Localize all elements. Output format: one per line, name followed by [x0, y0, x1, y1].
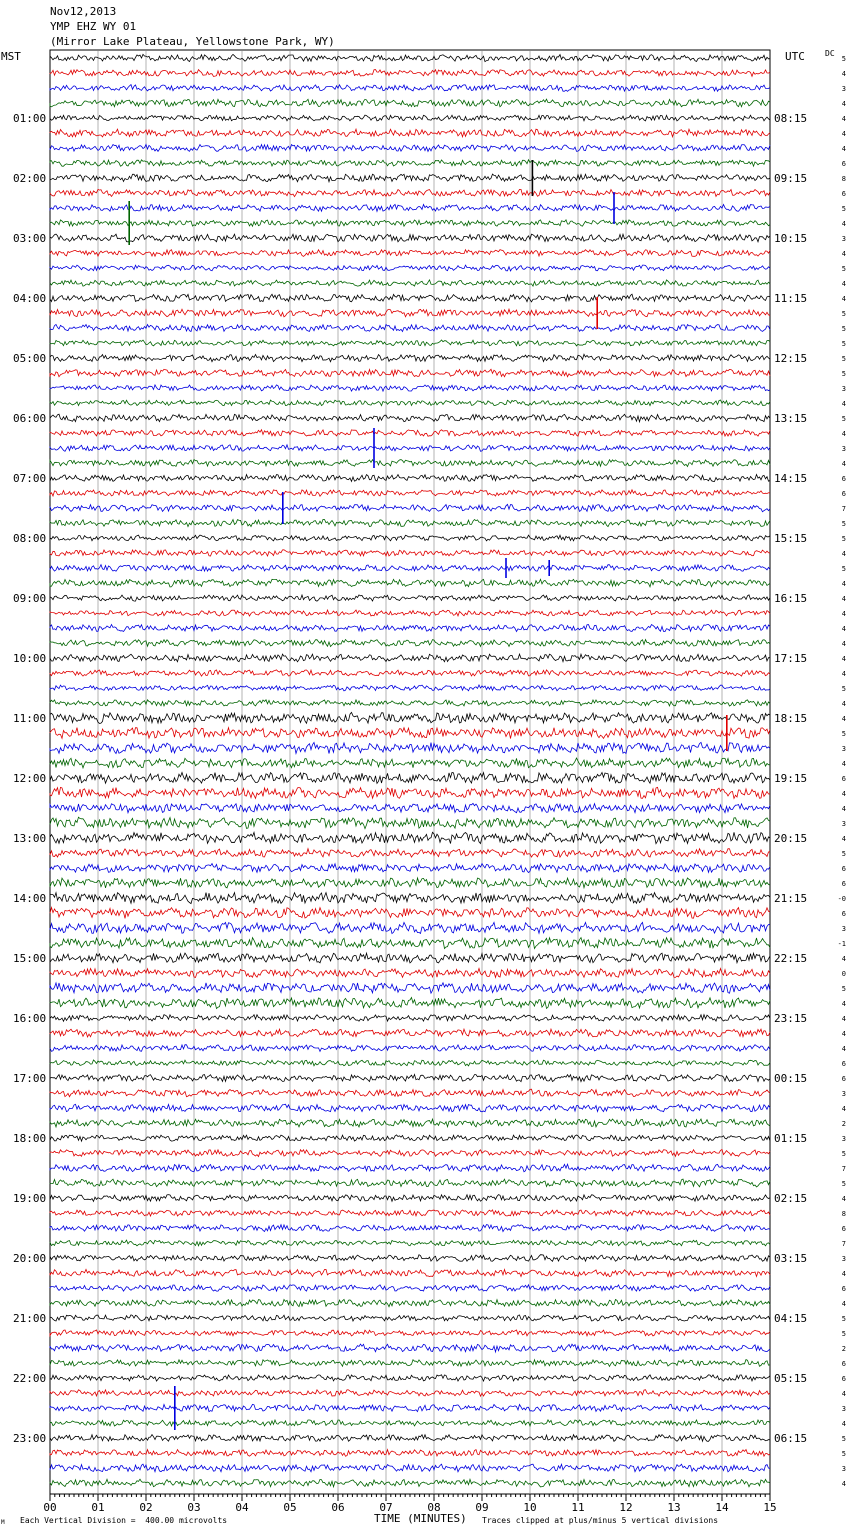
dc-offset-value: 4: [841, 670, 846, 678]
dc-offset-value: 4: [841, 640, 846, 648]
trace-row: [50, 1255, 770, 1262]
trace-row: [50, 1060, 770, 1066]
trace-row: [50, 354, 770, 361]
trace-row: [50, 205, 770, 212]
trace-row: [50, 445, 770, 452]
dc-offset-value: 6: [841, 1075, 846, 1083]
left-hour-label: 12:00: [13, 772, 47, 785]
trace-row: [50, 309, 770, 317]
trace-row: [50, 878, 770, 888]
x-axis-label: TIME (MINUTES): [374, 1512, 467, 1525]
plot-date: Nov12,2013: [50, 5, 117, 18]
dc-offset-value: 3: [841, 235, 846, 243]
trace-row: [50, 369, 770, 376]
left-hour-label: 05:00: [13, 352, 47, 365]
dc-offset-value: 4: [841, 1420, 846, 1428]
x-tick-label: 05: [283, 1501, 297, 1514]
dc-offset-value: 4: [841, 430, 846, 438]
x-tick-label: 08: [427, 1501, 441, 1514]
dc-offset-value: 4: [841, 1030, 846, 1038]
dc-offset-value: 3: [841, 1135, 846, 1143]
dc-offset-value: 4: [841, 280, 846, 288]
left-hour-label: 14:00: [13, 892, 47, 905]
x-tick-label: 14: [715, 1501, 729, 1514]
trace-row: [50, 998, 770, 1009]
trace-row: [50, 460, 770, 467]
trace-row: [50, 70, 770, 77]
dc-offset-value: 5: [841, 1450, 846, 1458]
dc-offset-value: 4: [841, 700, 846, 708]
trace-row: [50, 565, 770, 572]
dc-offset-value: 7: [841, 1165, 846, 1173]
dc-offset-value: 6: [841, 475, 846, 483]
dc-offset-value: 4: [841, 1300, 846, 1308]
trace-row: [50, 864, 770, 873]
trace-row: [50, 1420, 770, 1426]
x-tick-label: 00: [43, 1501, 57, 1514]
trace-row: [50, 1464, 770, 1472]
trace-row: [50, 1210, 770, 1216]
dc-offset-value: 4: [841, 790, 846, 798]
dc-offset-value: 4: [841, 130, 846, 138]
dc-offset-value: 3: [841, 745, 846, 753]
trace-row: [50, 1074, 770, 1081]
trace-row: [50, 1285, 770, 1291]
trace-row: [50, 773, 770, 784]
trace-row: [50, 145, 770, 152]
dc-offset-value: 4: [841, 1195, 846, 1203]
trace-row: [50, 893, 770, 904]
dc-offset-value: 4: [841, 595, 846, 603]
trace-row: [50, 400, 770, 406]
dc-offset-value: 6: [841, 1285, 846, 1293]
trace-row: [50, 325, 770, 332]
trace-row: [50, 938, 770, 949]
trace-row: [50, 220, 770, 227]
trace-row: [50, 1195, 770, 1202]
dc-offset-value: 4: [841, 400, 846, 408]
dc-offset-value: 3: [841, 385, 846, 393]
right-hour-label: 18:15: [774, 712, 808, 725]
x-tick-label: 07: [379, 1501, 393, 1514]
dc-offset-value: 8: [841, 1210, 846, 1218]
right-hour-label: 08:15: [774, 112, 808, 125]
trace-row: [50, 712, 770, 723]
left-hour-label: 02:00: [13, 172, 47, 185]
trace-row: [50, 265, 770, 271]
dc-offset-value: 3: [841, 925, 846, 933]
trace-row: [50, 922, 770, 933]
dc-offset-value: 5: [841, 205, 846, 213]
right-hour-label: 00:15: [774, 1072, 808, 1085]
left-hour-label: 13:00: [13, 832, 47, 845]
trace-row: [50, 475, 770, 482]
trace-row: [50, 832, 770, 843]
dc-offset-value: 4: [841, 1000, 846, 1008]
left-hour-label: 09:00: [13, 592, 47, 605]
x-tick-label: 11: [571, 1501, 585, 1514]
dc-offset-value: 0: [841, 970, 846, 978]
trace-row: [50, 535, 770, 541]
dc-offset-value: 5: [841, 685, 846, 693]
trace-row: [50, 803, 770, 812]
trace-row: [50, 849, 770, 858]
trace-row: [50, 969, 770, 978]
trace-row: [50, 579, 770, 587]
trace-row: [50, 234, 770, 242]
dc-offset-value: 5: [841, 1180, 846, 1188]
dc-offset-value: 5: [841, 985, 846, 993]
trace-row: [50, 1179, 770, 1187]
left-hour-label: 19:00: [13, 1192, 47, 1205]
trace-row: [50, 728, 770, 739]
dc-offset-value: 4: [841, 955, 846, 963]
trace-row: [50, 685, 770, 691]
trace-row: [50, 610, 770, 616]
dc-offset-value: 6: [841, 1225, 846, 1233]
dc-offset-value: 5: [841, 1330, 846, 1338]
dc-offset-value: 5: [841, 370, 846, 378]
trace-row: [50, 787, 770, 798]
dc-offset-value: 4: [841, 835, 846, 843]
trace-row: [50, 1045, 770, 1052]
dc-offset-value: 5: [841, 535, 846, 543]
dc-offset-value: 8: [841, 175, 846, 183]
trace-row: [50, 742, 770, 753]
trace-row: [50, 1119, 770, 1127]
dc-offset-value: 4: [841, 1270, 846, 1278]
trace-row: [50, 700, 770, 706]
trace-row: [50, 595, 770, 601]
left-hour-label: 01:00: [13, 112, 47, 125]
right-hour-label: 04:15: [774, 1312, 808, 1325]
right-hour-label: 21:15: [774, 892, 808, 905]
trace-row: [50, 385, 770, 391]
left-hour-label: 15:00: [13, 952, 47, 965]
dc-offset-value: 5: [841, 55, 846, 63]
trace-row: [50, 1089, 770, 1097]
trace-row: [50, 1015, 770, 1022]
dc-offset-value: 5: [841, 1315, 846, 1323]
trace-row: [50, 983, 770, 993]
right-hour-label: 17:15: [774, 652, 808, 665]
dc-offset-value: 4: [841, 100, 846, 108]
trace-row: [50, 550, 770, 556]
dc-offset-value: 7: [841, 505, 846, 513]
dc-offset-value: 5: [841, 520, 846, 528]
dc-offset-value: 5: [841, 415, 846, 423]
left-hour-label: 16:00: [13, 1012, 47, 1025]
station-code: YMP EHZ WY 01: [50, 20, 137, 33]
trace-row: [50, 1375, 770, 1381]
trace-row: [50, 129, 770, 137]
station-location: (Mirror Lake Plateau, Yellowstone Park, WY): [50, 35, 335, 48]
trace-row: [50, 1315, 770, 1321]
dc-offset-value: 5: [841, 850, 846, 858]
right-hour-label: 10:15: [774, 232, 808, 245]
dc-offset-value: 3: [841, 1405, 846, 1413]
dc-offset-value: 3: [841, 1465, 846, 1473]
trace-row: [50, 758, 770, 768]
trace-row: [50, 430, 770, 437]
right-hour-label: 05:15: [774, 1372, 808, 1385]
dc-offset-value: 4: [841, 580, 846, 588]
dc-offset-value: 2: [841, 1120, 846, 1128]
dc-offset-value: 4: [841, 805, 846, 813]
right-hour-label: 13:15: [774, 412, 808, 425]
trace-row: [50, 414, 770, 422]
trace-row: [50, 1104, 770, 1112]
trace-row: [50, 817, 770, 828]
left-timezone-label: MST: [1, 50, 21, 63]
left-hour-label: 03:00: [13, 232, 47, 245]
dc-offset-value: 4: [841, 1045, 846, 1053]
dc-offset-value: 2: [841, 1345, 846, 1353]
trace-row: [50, 1344, 770, 1352]
dc-offset-value: 4: [841, 1480, 846, 1488]
dc-offset-value: 4: [841, 610, 846, 618]
left-hour-label: 06:00: [13, 412, 47, 425]
right-hour-label: 15:15: [774, 532, 808, 545]
trace-row: [50, 1029, 770, 1037]
dc-offset-value: 5: [841, 565, 846, 573]
dc-offset-value: 5: [841, 1150, 846, 1158]
dc-offset-value: 3: [841, 820, 846, 828]
trace-row: [50, 1479, 770, 1487]
right-hour-label: 12:15: [774, 352, 808, 365]
x-tick-label: 13: [667, 1501, 681, 1514]
trace-row: [50, 54, 770, 61]
dc-offset-value: 3: [841, 85, 846, 93]
trace-row: [50, 519, 770, 526]
dc-offset-value: 5: [841, 730, 846, 738]
trace-row: [50, 670, 770, 676]
trace-row: [50, 1269, 770, 1276]
right-hour-label: 22:15: [774, 952, 808, 965]
dc-offset-value: -1: [837, 940, 846, 948]
dc-offset-value: 4: [841, 220, 846, 228]
trace-row: [50, 1164, 770, 1172]
trace-row: [50, 160, 770, 167]
dc-offset-value: 6: [841, 1060, 846, 1068]
trace-row: [50, 1299, 770, 1306]
right-hour-label: 23:15: [774, 1012, 808, 1025]
trace-row: [50, 504, 770, 511]
left-hour-label: 20:00: [13, 1252, 47, 1265]
trace-row: [50, 340, 770, 346]
left-hour-label: 11:00: [13, 712, 47, 725]
right-timezone-label: UTC: [785, 50, 805, 63]
dc-offset-value: 5: [841, 340, 846, 348]
trace-row: [50, 654, 770, 662]
right-hour-label: 20:15: [774, 832, 808, 845]
right-hour-label: 19:15: [774, 772, 808, 785]
dc-offset-value: 4: [841, 70, 846, 78]
left-hour-label: 23:00: [13, 1432, 47, 1445]
dc-header: DC: [825, 49, 835, 58]
trace-row: [50, 1135, 770, 1141]
left-hour-label: 21:00: [13, 1312, 47, 1325]
dc-offset-value: 6: [841, 910, 846, 918]
trace-row: [50, 1390, 770, 1397]
right-hour-label: 01:15: [774, 1132, 808, 1145]
right-hour-label: 14:15: [774, 472, 808, 485]
dc-offset-value: 3: [841, 1090, 846, 1098]
trace-row: [50, 1435, 770, 1442]
dc-offset-value: 4: [841, 625, 846, 633]
x-tick-label: 01: [91, 1501, 105, 1514]
dc-offset-value: 5: [841, 355, 846, 363]
trace-row: [50, 99, 770, 107]
dc-offset-value: 4: [841, 760, 846, 768]
dc-offset-value: 6: [841, 490, 846, 498]
dc-offset-value: 5: [841, 1435, 846, 1443]
dc-offset-value: 6: [841, 1375, 846, 1383]
left-hour-label: 22:00: [13, 1372, 47, 1385]
trace-row: [50, 490, 770, 496]
dc-offset-value: 5: [841, 310, 846, 318]
left-hour-label: 07:00: [13, 472, 47, 485]
dc-offset-value: 4: [841, 1105, 846, 1113]
clip-note: Traces clipped at plus/minus 5 vertical divisions: [482, 1516, 719, 1525]
dc-offset-value: 6: [841, 1360, 846, 1368]
right-hour-label: 02:15: [774, 1192, 808, 1205]
trace-row: [50, 294, 770, 302]
dc-offset-value: 4: [841, 460, 846, 468]
x-tick-label: 06: [331, 1501, 345, 1514]
dc-offset-value: 5: [841, 325, 846, 333]
dc-offset-value: 6: [841, 880, 846, 888]
x-tick-label: 04: [235, 1501, 249, 1514]
left-hour-label: 04:00: [13, 292, 47, 305]
dc-offset-value: 6: [841, 190, 846, 198]
trace-row: [50, 625, 770, 632]
left-hour-label: 17:00: [13, 1072, 47, 1085]
trace-row: [50, 280, 770, 286]
x-tick-label: 09: [475, 1501, 489, 1514]
trace-row: [50, 85, 770, 92]
dc-offset-value: -0: [837, 895, 846, 903]
dc-offset-value: 4: [841, 295, 846, 303]
x-tick-label: 15: [763, 1501, 777, 1514]
trace-row: [50, 1150, 770, 1157]
right-hour-label: 09:15: [774, 172, 808, 185]
right-hour-label: 16:15: [774, 592, 808, 605]
trace-row: [50, 953, 770, 963]
dc-offset-value: 4: [841, 550, 846, 558]
dc-offset-value: 3: [841, 1255, 846, 1263]
dc-offset-value: 7: [841, 1240, 846, 1248]
x-tick-label: 03: [187, 1501, 201, 1514]
x-tick-label: 10: [523, 1501, 537, 1514]
trace-row: [50, 250, 770, 257]
dc-offset-value: 4: [841, 1015, 846, 1023]
scale-note: Each Vertical Division = 400.00 microvolts: [20, 1516, 228, 1525]
dc-offset-value: 4: [841, 250, 846, 258]
trace-row: [50, 908, 770, 919]
dc-offset-value: 4: [841, 655, 846, 663]
trace-row: [50, 640, 770, 647]
right-hour-label: 06:15: [774, 1432, 808, 1445]
x-tick-label: 12: [619, 1501, 633, 1514]
dc-offset-value: 6: [841, 775, 846, 783]
left-hour-label: 08:00: [13, 532, 47, 545]
left-hour-label: 10:00: [13, 652, 47, 665]
trace-row: [50, 1450, 770, 1457]
dc-offset-value: 5: [841, 265, 846, 273]
left-hour-label: 18:00: [13, 1132, 47, 1145]
x-tick-label: 02: [139, 1501, 153, 1514]
trace-row: [50, 1404, 770, 1411]
trace-row: [50, 115, 770, 121]
dc-offset-value: 4: [841, 145, 846, 153]
right-hour-label: 03:15: [774, 1252, 808, 1265]
right-hour-label: 11:15: [774, 292, 808, 305]
trace-row: [50, 174, 770, 182]
dc-offset-value: 4: [841, 1390, 846, 1398]
trace-row: [50, 1330, 770, 1336]
dc-offset-value: 4: [841, 715, 846, 723]
dc-offset-value: 3: [841, 445, 846, 453]
dc-offset-value: 6: [841, 160, 846, 168]
corner-mark: M: [1, 1519, 5, 1526]
trace-row: [50, 1360, 770, 1367]
dc-offset-value: 6: [841, 865, 846, 873]
dc-offset-value: 4: [841, 115, 846, 123]
trace-row: [50, 189, 770, 196]
trace-row: [50, 1225, 770, 1232]
trace-row: [50, 1240, 770, 1246]
